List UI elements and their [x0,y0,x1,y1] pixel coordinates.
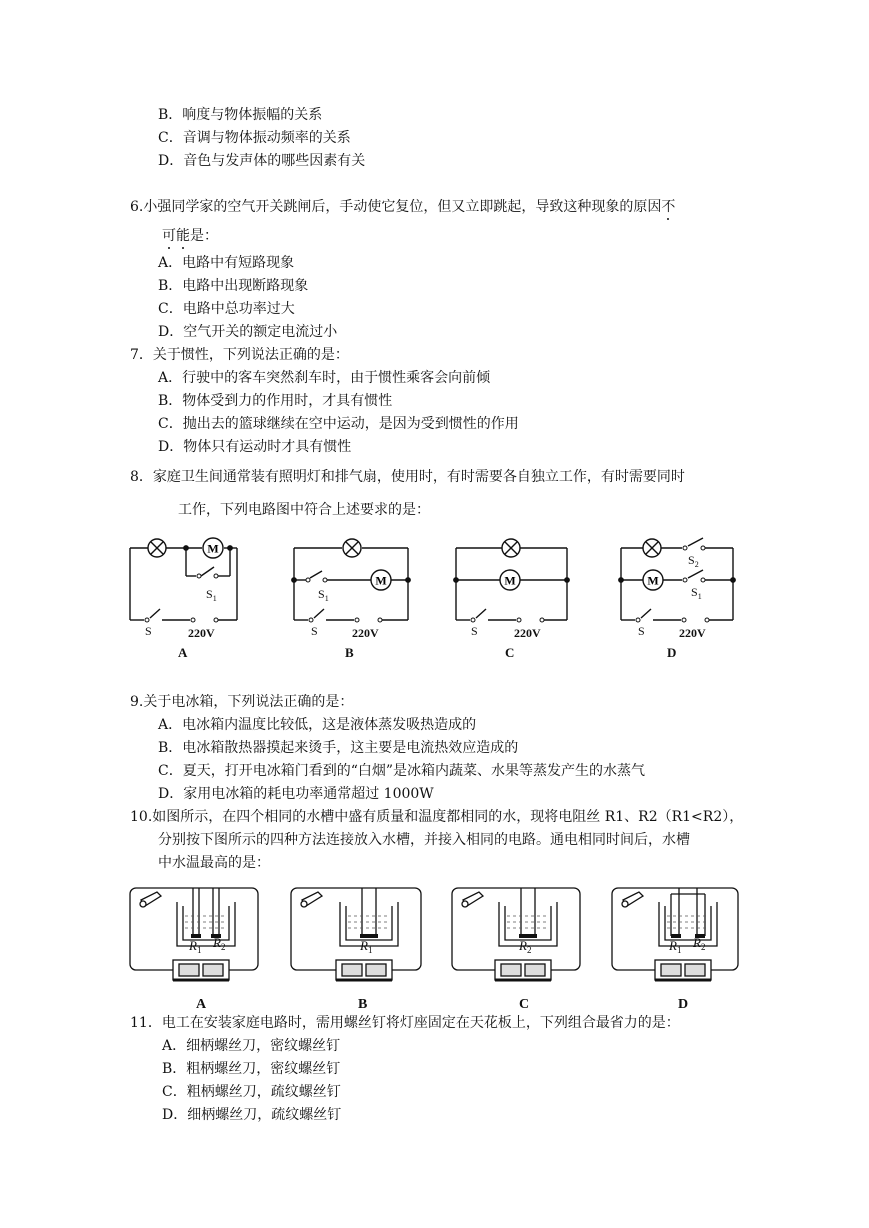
q10-tank-c [449,880,589,1015]
q9-option-a: A．电冰箱内温度比较低，这是液体蒸发吸热造成的 [158,717,477,733]
battery-icon [336,960,392,980]
q8-circuit-d [617,536,747,661]
q5-option-b: B．响度与物体振幅的关系 [158,107,323,123]
q7-option-a: A．行驶中的客车突然刹车时，由于惯性乘客会向前倾 [158,370,491,386]
voltage-label: 220V [679,626,706,640]
option-label: B [345,645,354,660]
switch-label: S [471,624,478,638]
q6-stem-line1: 6.小强同学家的空气开关跳闸后，手动使它复位，但又立即跳起，导致这种现象的原因不 [130,199,676,215]
q11-option-c: C．粗柄螺丝刀，疏纹螺丝钉 [162,1084,341,1100]
lamp-icon [343,539,361,557]
q9-option-c: C．夏天，打开电冰箱门看到的“白烟”是冰箱内蔬菜、水果等蒸发产生的水蒸气 [158,763,646,779]
q9-stem: 9.关于电冰箱，下列说法正确的是： [130,694,354,710]
q11-stem: 11．电工在安装家庭电路时，需用螺丝钉将灯座固定在天花板上，下列组合最省力的是： [130,1015,680,1031]
resistor-label: $R_2$ [213,935,226,952]
q11-option-d: D．细柄螺丝刀，疏纹螺丝钉 [162,1107,342,1123]
q5-option-c: C．音调与物体振动频率的关系 [158,130,351,146]
svg-text:M: M [647,573,659,588]
q6-option-d: D．空气开关的额定电流过小 [158,324,338,340]
q11-option-a: A．细柄螺丝刀，密纹螺丝钉 [162,1038,341,1054]
switch-label: $S_2$ [688,553,699,569]
resistor-label: $R_1$ [669,938,682,955]
battery-icon [655,960,711,980]
svg-text:M: M [375,573,387,588]
voltage-label: 220V [514,626,541,640]
q10-tank-b [288,880,428,1015]
option-label: D [667,645,677,660]
q7-option-b: B．物体受到力的作用时，才具有惯性 [158,393,393,409]
q8-circuit-c [452,536,582,661]
lamp-icon [643,539,661,557]
q8-circuit-a [126,536,256,661]
switch-label: $S_1$ [206,587,217,603]
q9-option-b: B．电冰箱散热器摸起来烫手，这主要是电流热效应造成的 [158,740,519,756]
q10-stem-line3: 中水温最高的是： [158,855,270,871]
q5-option-d: D．音色与发声体的哪些因素有关 [158,153,366,169]
q8-circuit-b [290,536,420,661]
motor-icon [203,538,223,558]
q11-option-b: B．粗柄螺丝刀，密纹螺丝钉 [162,1061,341,1077]
option-label: D [678,997,689,1012]
resistor-label: $R_2$ [693,935,706,952]
motor-icon [371,570,391,590]
q7-option-d: D．物体只有运动时才具有惯性 [158,439,352,455]
q8-stem-line2: 工作，下列电路图中符合上述要求的是： [178,502,430,518]
lamp-icon [502,539,520,557]
switch-label: S [638,624,645,638]
switch-label: $S_1$ [318,587,329,603]
switch-icon [140,892,161,907]
battery-icon [173,960,229,980]
svg-text:M: M [207,541,219,556]
option-label: B [358,997,368,1012]
lamp-icon [148,539,166,557]
option-label: C [505,645,515,660]
q10-stem-line2: 分别按下图所示的四种方法连接放入水槽，并接入相同的电路。通电相同时间后，水槽 [158,832,690,848]
q7-stem: 7．关于惯性，下列说法正确的是： [130,347,349,363]
q8-stem-line1: 8．家庭卫生间通常装有照明灯和排气扇，使用时，有时需要各自独立工作，有时需要同时 [130,469,685,485]
switch-label: S [145,624,152,638]
resistor-label: $R_1$ [360,938,373,955]
switch-label: $S_1$ [691,585,702,601]
q6-stem-line2: 可能是： [162,228,218,244]
q6-option-c: C．电路中总功率过大 [158,301,295,317]
option-label: A [178,645,188,660]
resistor-label: $R_2$ [519,938,532,955]
q6-option-b: B．电路中出现断路现象 [158,278,309,294]
switch-icon [462,892,483,907]
q10-tank-d [609,880,749,1015]
option-label: C [519,997,530,1012]
motor-icon [643,570,663,590]
option-label: A [196,997,207,1012]
q9-option-d: D．家用电冰箱的耗电功率通常超过 1000W [158,786,434,802]
battery-icon [495,960,551,980]
switch-icon [622,892,643,907]
switch-label: S [311,624,318,638]
voltage-label: 220V [352,626,379,640]
switch-icon [301,892,322,907]
motor-icon [500,570,520,590]
voltage-label: 220V [188,626,215,640]
q7-option-c: C．抛出去的篮球继续在空中运动，是因为受到惯性的作用 [158,416,519,432]
q10-stem-line1: 10.如图所示，在四个相同的水槽中盛有质量和温度都相同的水，现将电阻丝 R1、R2（R1<R2）， [130,809,744,825]
resistor-label: $R_1$ [189,938,202,955]
q6-option-a: A．电路中有短路现象 [158,255,295,271]
svg-text:M: M [504,573,516,588]
q10-tank-a [127,880,267,1015]
